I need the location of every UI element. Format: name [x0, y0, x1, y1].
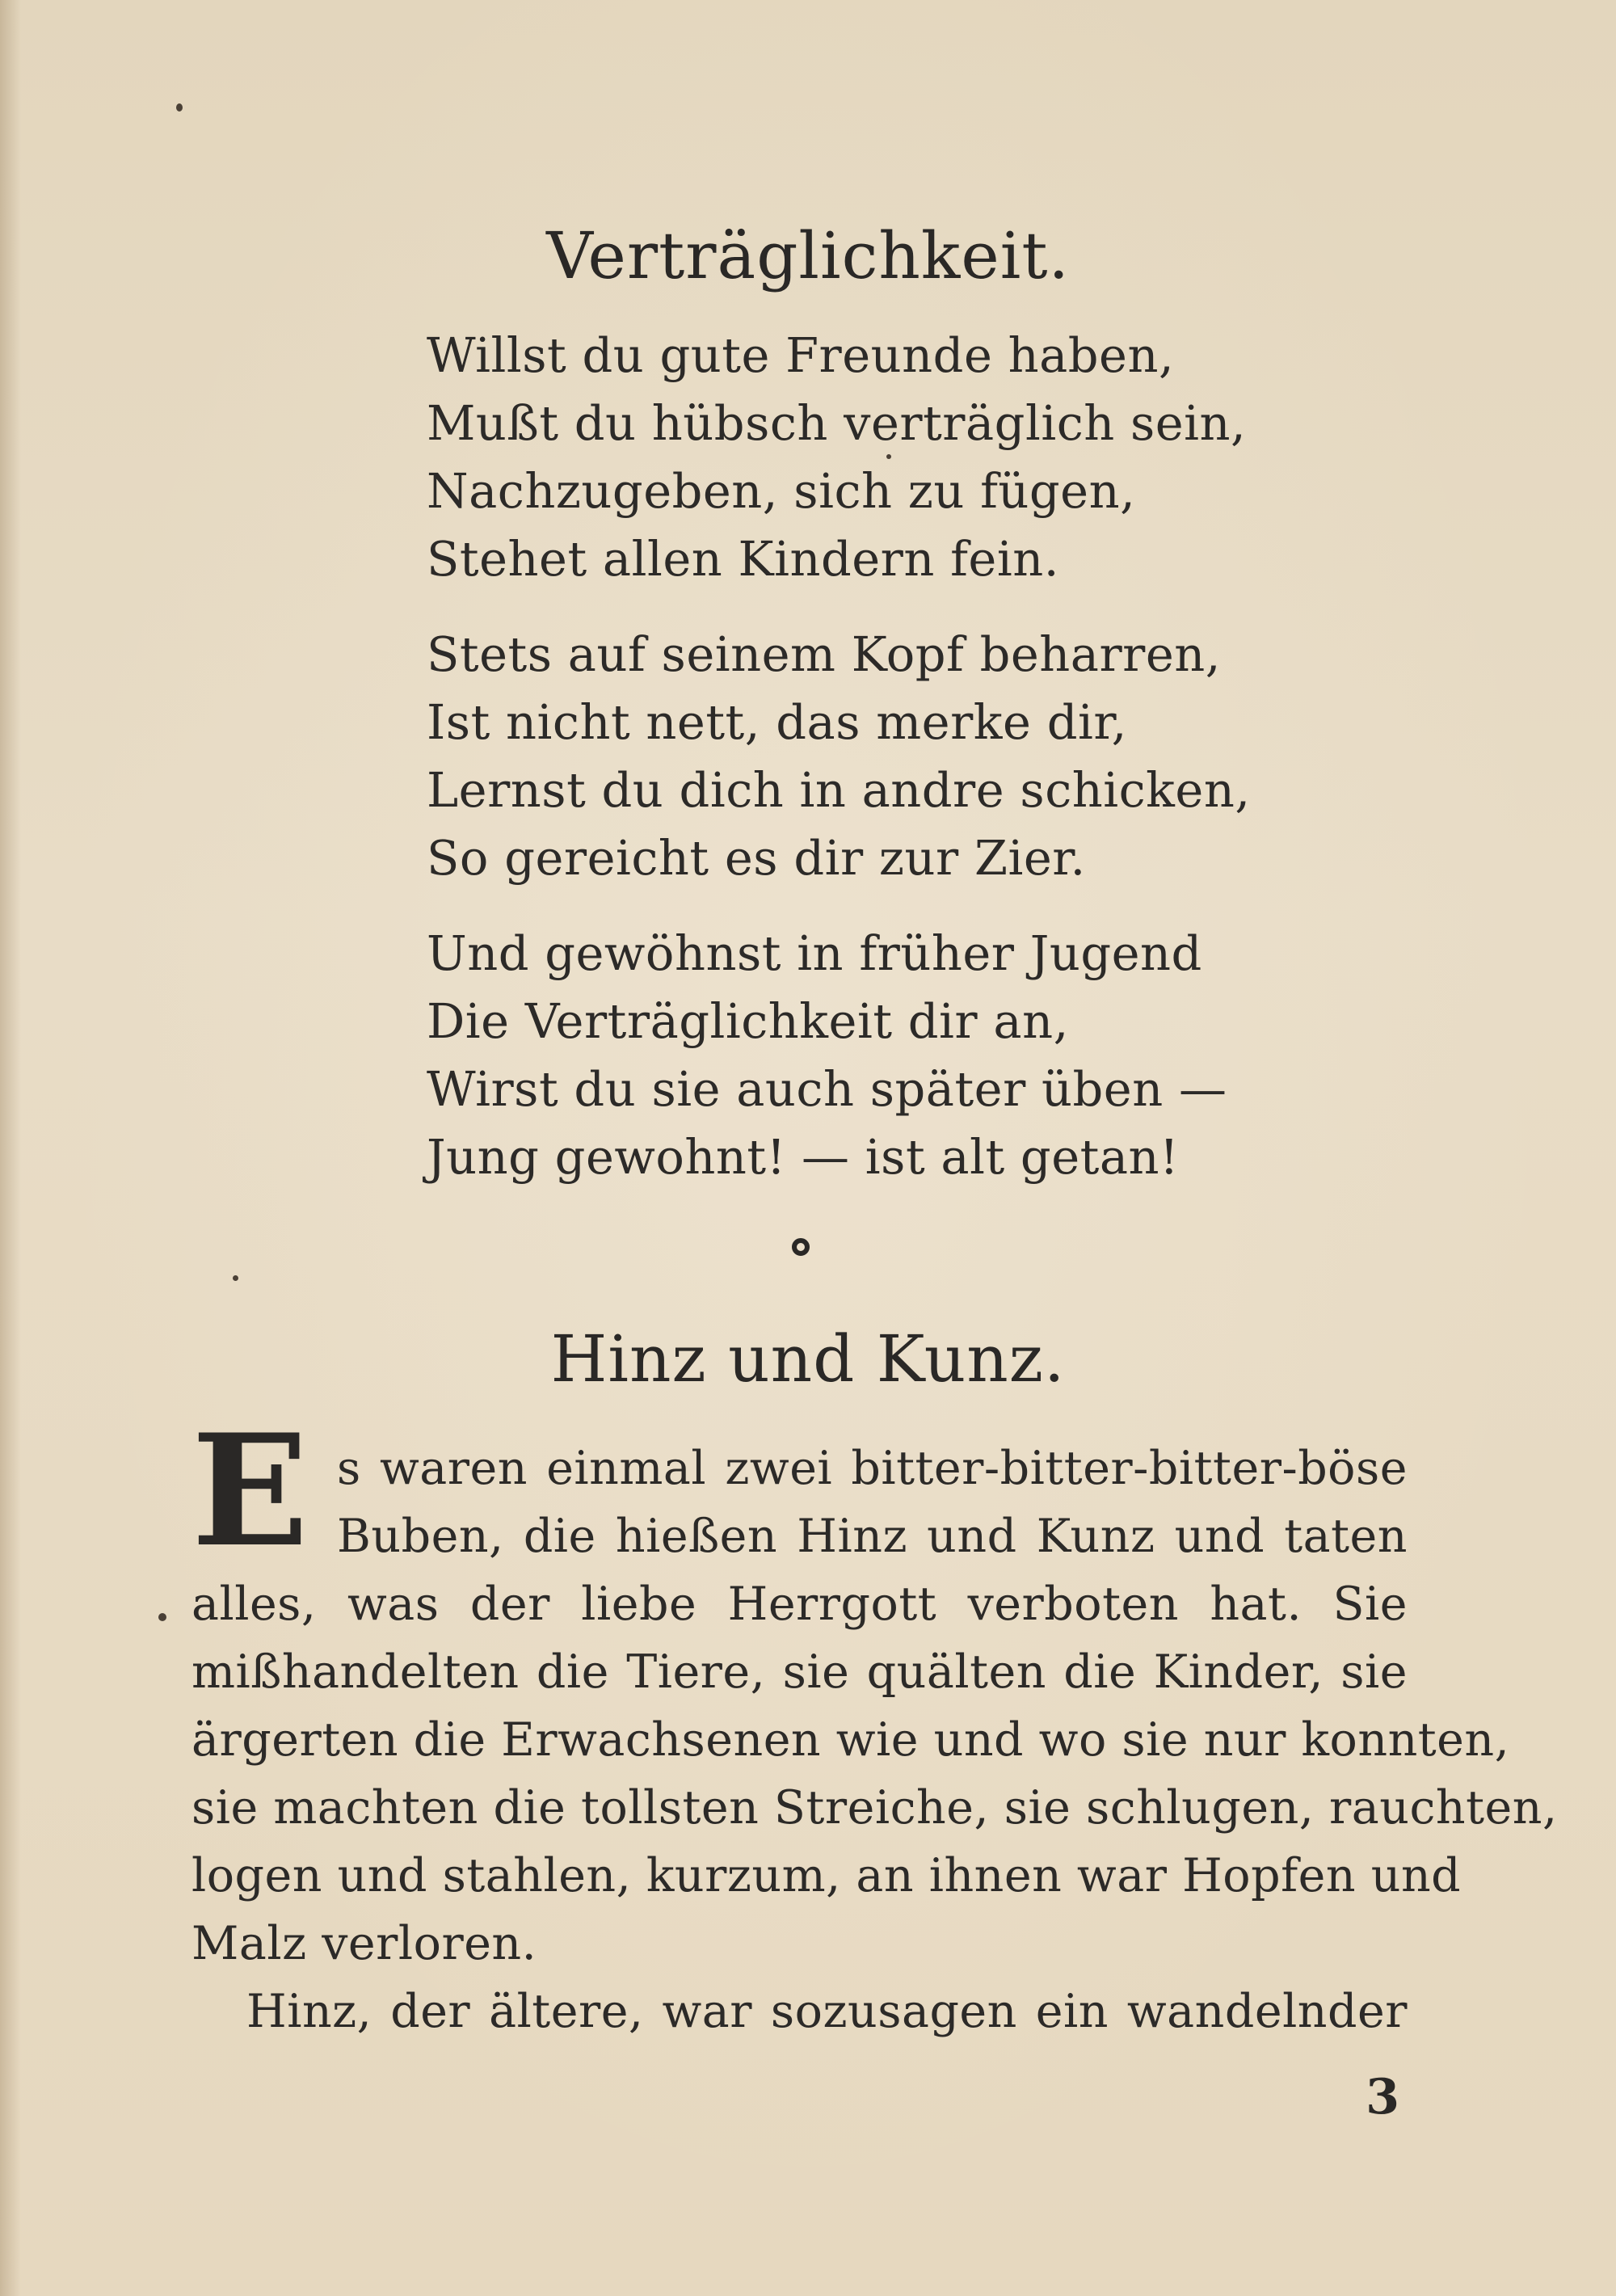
story-line: mißhandelten die Tiere, sie quälten die Kinder, sie [191, 1645, 1408, 1699]
story-line: logen und stahlen, kurzum, an ihnen war Hopfen und [191, 1849, 1462, 1902]
poem-line: Die Verträglichkeit dir an, [427, 993, 1069, 1049]
poem-line: Jung gewohnt! — ist alt getan! [427, 1129, 1180, 1185]
story-line: Hinz, der ältere, war sozusagen ein wandelnder [246, 1985, 1408, 2038]
story-line: Malz verloren. [191, 1917, 537, 1970]
poem-stanza [427, 920, 1235, 1191]
poem-line: Willst du gute Freunde haben, [427, 327, 1175, 383]
poem-line: Wirst du sie auch später üben — [427, 1061, 1227, 1117]
poem-line: Stehet allen Kindern fein. [427, 531, 1059, 587]
paper-speck [158, 1613, 166, 1621]
poem-line: Mußt du hübsch verträglich sein, [427, 395, 1247, 451]
poem-line: So gereicht es dir zur Zier. [427, 830, 1086, 886]
poem-stanza [427, 322, 1247, 593]
poem-title: Verträglichkeit. [546, 218, 1070, 293]
poem-line: Lernst du dich in andre schicken, [427, 762, 1251, 818]
paper-speck [233, 1275, 238, 1281]
poem-line: Ist nicht nett, das merke dir, [427, 694, 1127, 750]
story-line: Buben, die hießen Hinz und Kunz und taten [337, 1510, 1408, 1563]
poem-stanza [427, 621, 1251, 892]
poem [427, 322, 1251, 1219]
story-first-line [337, 1434, 1408, 1502]
story-line: s waren einmal zwei bitter-bitter-bitter-böse [337, 1442, 1408, 1495]
paper-speck [176, 103, 183, 112]
story-text [191, 1502, 1558, 2045]
story-line: sie machten die tollsten Streiche, sie schlugen, rauchten, [191, 1781, 1558, 1835]
page-number: 3 [1366, 2069, 1399, 2125]
story-line: ärgerten die Erwachsenen wie und wo sie nur konnten, [191, 1713, 1510, 1767]
poem-line: Nachzugeben, sich zu fügen, [427, 463, 1136, 519]
poem-line: Stets auf seinem Kopf beharren, [427, 626, 1222, 682]
page-edge-shadow [0, 0, 21, 2296]
poem-line: Und gewöhnst in früher Jugend [427, 925, 1202, 981]
drop-cap: E [191, 1401, 309, 1581]
story-line: alles, was der liebe Herrgott verboten hat. Sie [191, 1578, 1408, 1631]
story-title: Hinz und Kunz. [550, 1321, 1066, 1397]
section-divider-circle [792, 1238, 810, 1256]
